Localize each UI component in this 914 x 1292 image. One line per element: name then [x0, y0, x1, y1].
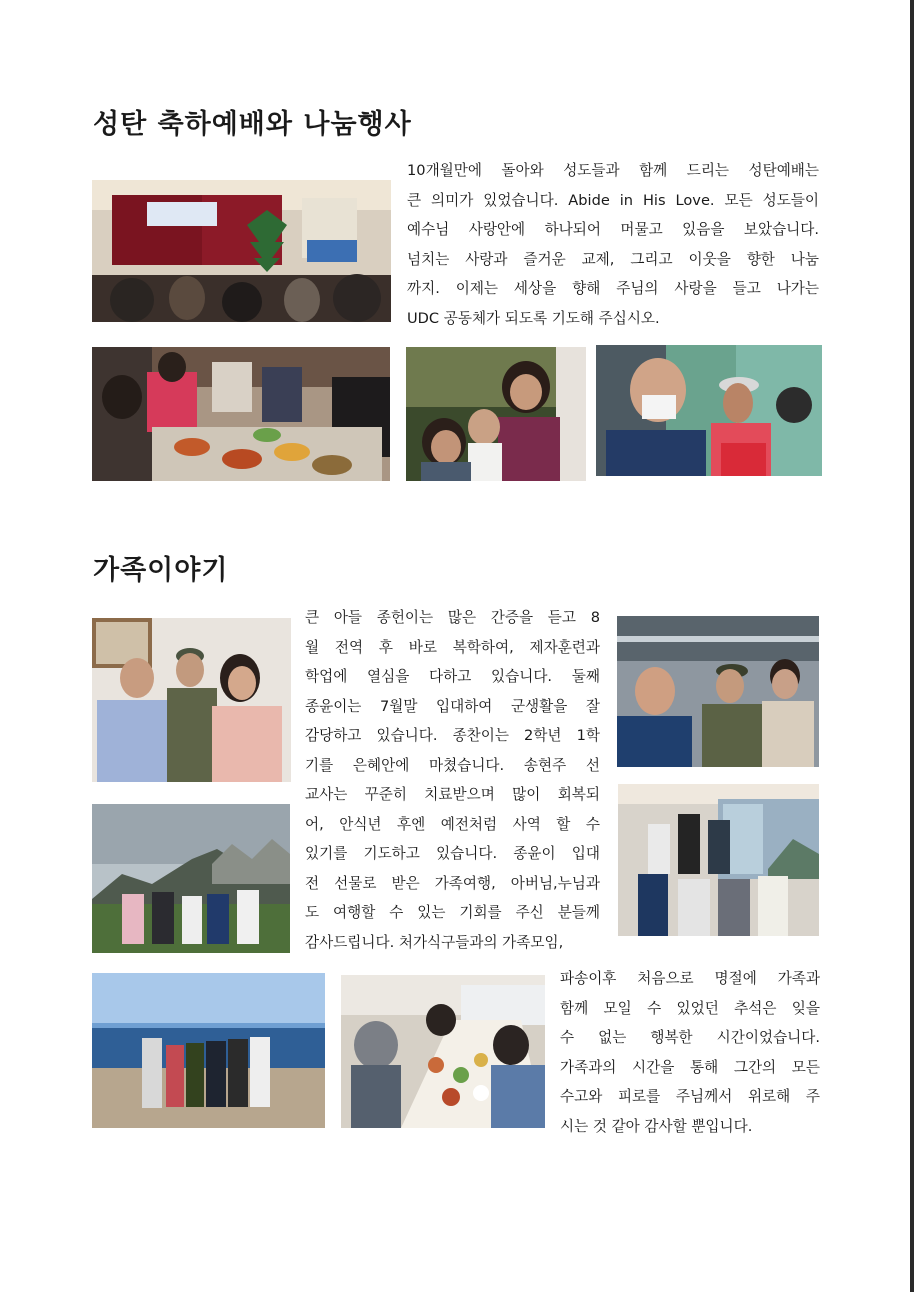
beach-family-photo [92, 973, 325, 1128]
family-line: 감당하고 있습니다. 종찬이는 2학년 1학 [305, 727, 600, 744]
family-with-soldier-photo [92, 618, 291, 782]
christmas-service-photo [92, 180, 391, 322]
page-edge [910, 0, 914, 1292]
family-line: 시는 것 같아 감사할 뿐입니다. [560, 1117, 753, 1135]
family-line: 도 여행할 수 있는 기회를 주신 분들께 [305, 904, 600, 921]
family-line: 큰 아들 종헌이는 많은 간증을 듣고 8 [305, 609, 600, 626]
family-line: 학업에 열심을 다하고 있습니다. 둘째 [305, 668, 600, 685]
christmas-line: 까지. 이제는 세상을 향해 주님의 사랑을 들고 나가는 [407, 280, 819, 297]
family-line: 함께 모일 수 있었던 추석은 잊을 [560, 999, 820, 1017]
family-line: 기를 은혜안에 마쳤습니다. 송현주 선 [305, 756, 600, 774]
mother-daughters-photo [406, 347, 586, 481]
christmas-line: UDC 공동체가 되도록 기도해 주십시오. [407, 309, 660, 327]
family-line: 월 전역 후 바로 복학하여, 제자훈련과 [305, 638, 600, 656]
family-line: 전 선물로 받은 가족여행, 아버님,누님과 [305, 874, 600, 892]
family-paragraph-middle [305, 603, 600, 957]
family-gathering-photo [618, 784, 819, 936]
christmas-line: 예수님 사랑안에 하나되어 머물고 있음을 보았습니다. [407, 221, 819, 238]
christmas-line: 큰 의미가 있었습니다. Abide in His Love. 모든 성도들이 [407, 191, 819, 209]
family-line: 교사는 꾸준히 치료받으며 많이 회복되 [305, 786, 600, 803]
family-line: 감사드립니다. 처가식구들과의 가족모임, [305, 933, 564, 951]
family-line: 수고와 피로를 주님께서 위로해 주 [560, 1088, 820, 1105]
family-line: 있기를 기도하고 있습니다. 종윤이 입대 [305, 845, 600, 862]
section-title-family: 가족이야기 [93, 555, 229, 586]
family-line: 어, 안식년 후엔 예전처럼 사역 할 수 [305, 815, 600, 833]
family-paragraph-bottom [560, 964, 820, 1141]
food-sharing-photo [92, 347, 390, 481]
christmas-paragraph [407, 156, 819, 333]
military-salute-photo [617, 616, 819, 767]
christmas-line: 넘치는 사랑과 즐거운 교제, 그리고 이웃을 향한 나눔 [407, 250, 819, 268]
mountain-family-photo [92, 804, 290, 953]
family-line: 종윤이는 7월말 입대하여 군생활을 잘 [305, 697, 600, 715]
dinner-table-photo [341, 975, 545, 1128]
section-title-christmas: 성탄 축하예배와 나눔행사 [93, 109, 412, 140]
selfie-photo [596, 345, 822, 476]
christmas-line: 10개월만에 돌아와 성도들과 함께 드리는 성탄예배는 [407, 162, 819, 179]
family-line: 가족과의 시간을 통해 그간의 모든 [560, 1058, 820, 1076]
family-line: 파송이후 처음으로 명절에 가족과 [560, 970, 820, 987]
family-line: 수 없는 행복한 시간이었습니다. [560, 1029, 820, 1046]
